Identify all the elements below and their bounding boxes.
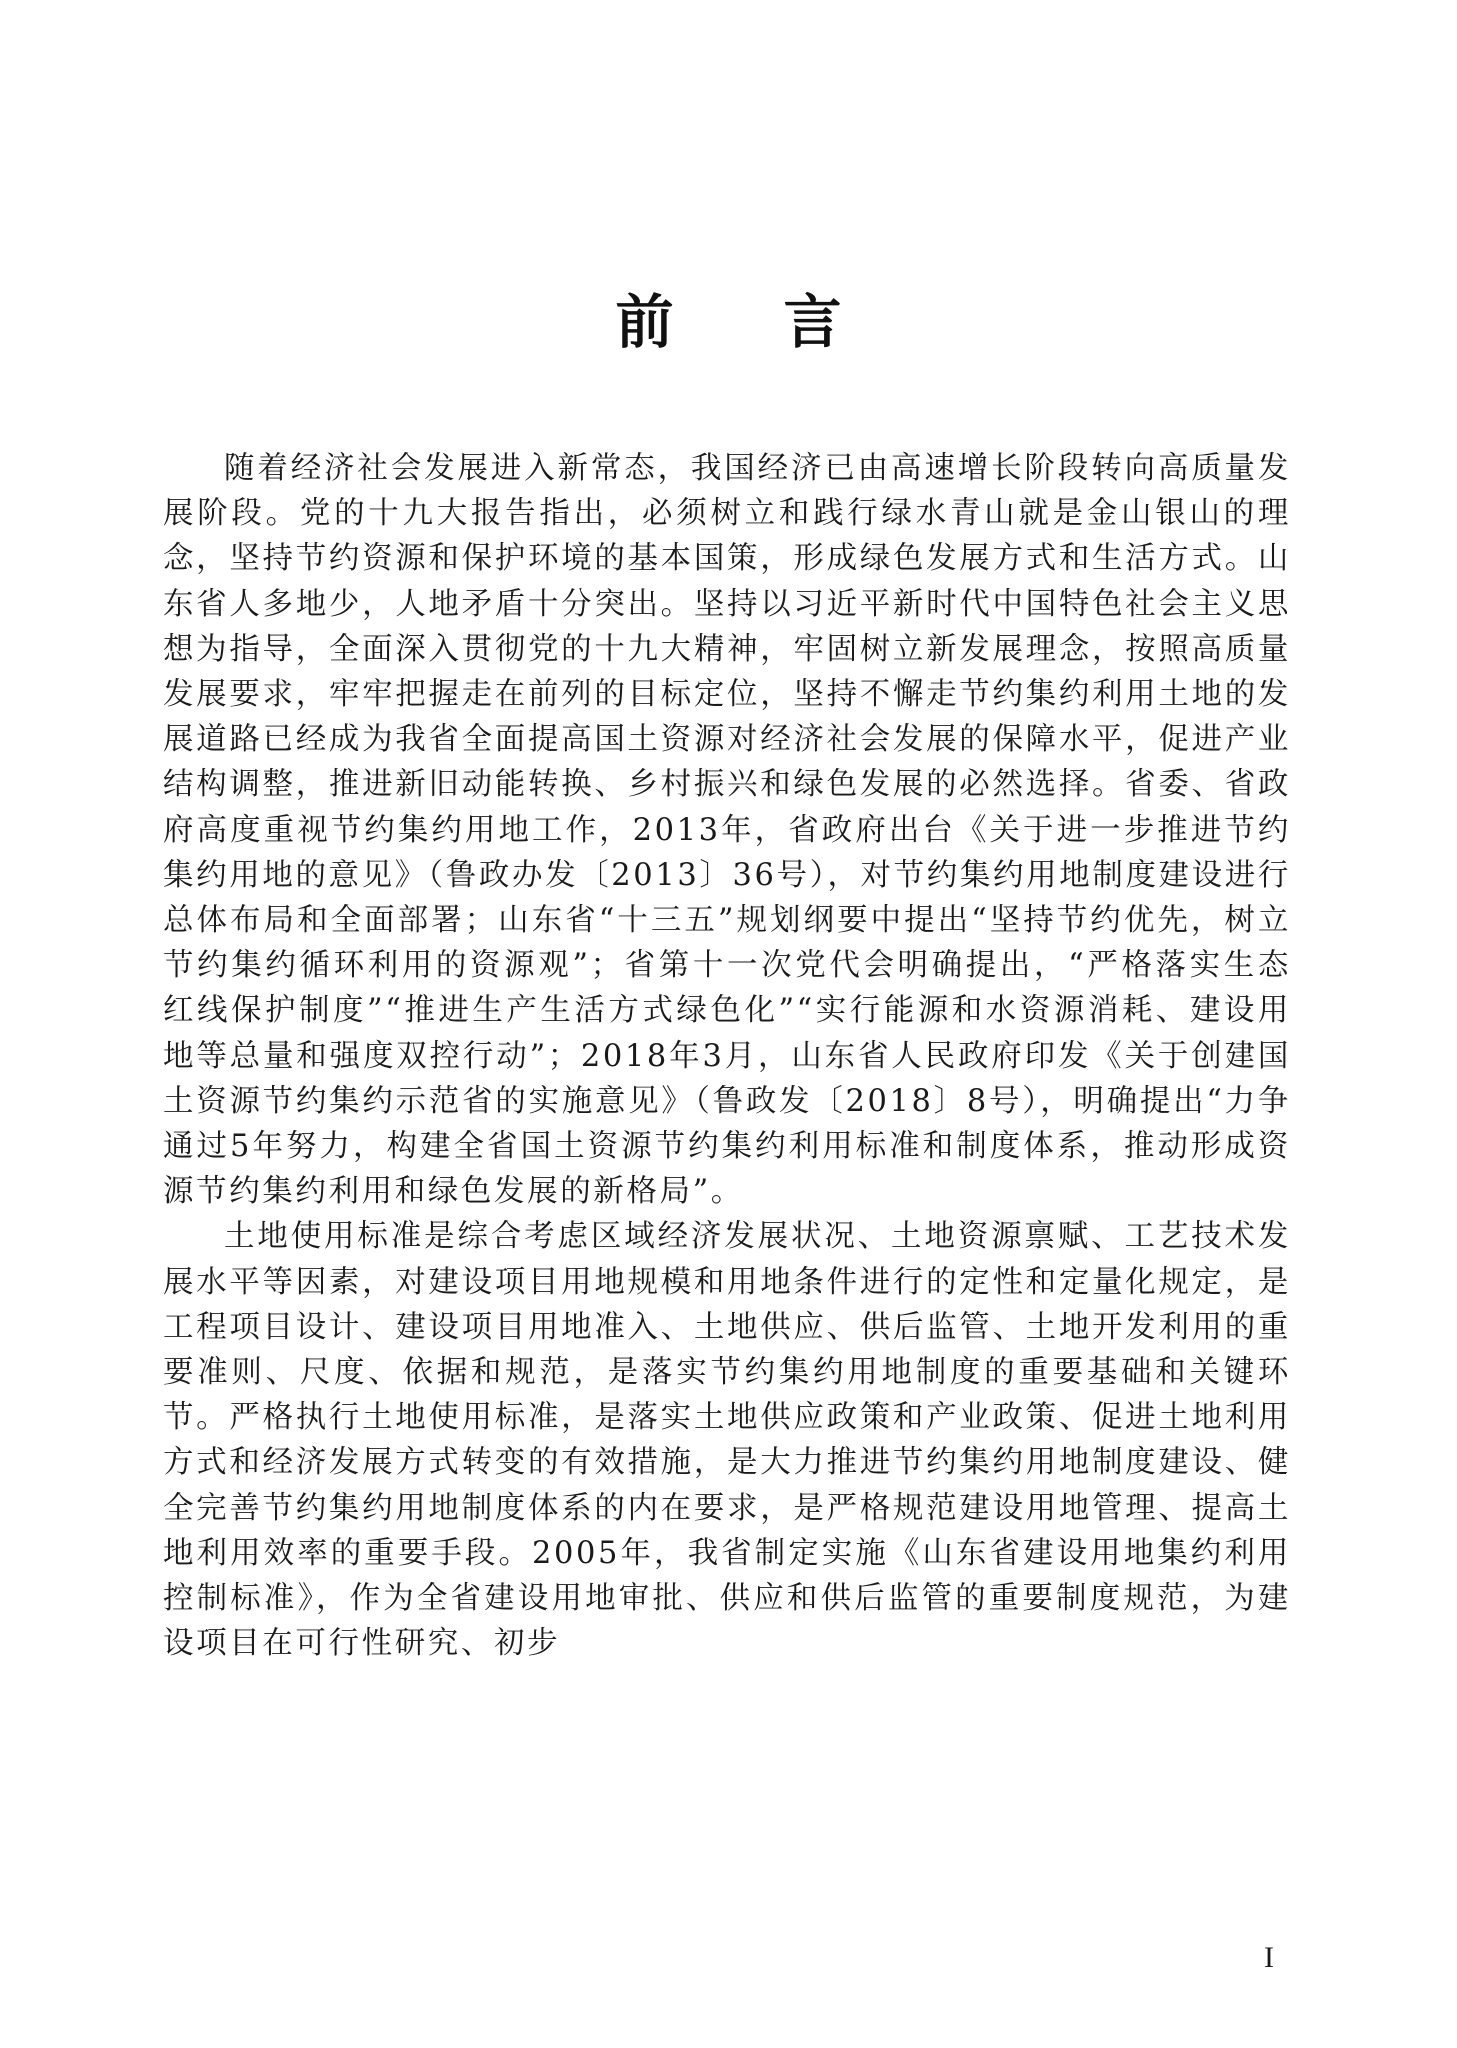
paragraph-1: 随着经济社会发展进入新常态，我国经济已由高速增长阶段转向高质量发展阶段。党的十九大报告指出，必须树立和践行绿水青山就是金山银山的理念，坚持节约资源和保护环境的基本国策，形成绿色发展方式和生活方式。山东省人多地少，人地矛盾十分突出。坚持以习近平新时代中国特色社会主义思想为指导，全面深入贯彻党的十九大精神，牢固树立新发展理念，按照高质量发展要求，牢牢把握走在前列的目标定位，坚持不懈走节约集约利用土地的发展道路已经成为我省全面提高国土资源对经济社会发展的保障水平，促进产业结构调整，推进新旧动能转换、乡村振兴和绿色发展的必然选择。省委、省政府高度重视节约集约用地工作，2013年，省政府出台《关于进一步推进节约集约用地的意见》（鲁政办发〔2013〕36号），对节约集约用地制度建设进行总体布局和全面部署；山东省“十三五”规划纲要中提出“坚持节约优先，树立节约集约循环利用的资源观”；省第十一次党代会明确提出，“严格落实生态红线保护制度”“推进生产生活方式绿色化”“实行能源和水资源消耗、建设用地等总量和强度双控行动”；2018年3月，山东省人民政府印发《关于创建国土资源节约集约示范省的实施意见》（鲁政发〔2018〕8号），明确提出“力争通过5年努力，构建全省国土资源节约集约利用标准和制度体系，推动形成资源节约集约利用和绿色发展的新格局”。 (163, 451, 1291, 1210)
paragraph-2: 土地使用标准是综合考虑区域经济发展状况、土地资源禀赋、工艺技术发展水平等因素，对建设项目用地规模和用地条件进行的定性和定量化规定，是工程项目设计、建设项目用地准入、土地供应、供后监管、土地开发利用的重要准则、尺度、依据和规范，是落实节约集约用地制度的重要基础和关键环节。严格执行土地使用标准，是落实土地供应政策和产业政策、促进土地利用方式和经济发展方式转变的有效措施，是大力推进节约集约用地制度建设、健全完善节约集约用地制度体系的内在要求，是严格规范建设用地管理、提高土地利用效率的重要手段。2005年，我省制定实施《山东省建设用地集约利用控制标准》，作为全省建设用地审批、供应和供后监管的重要制度规范，为建设项目在可行性研究、初步 (163, 1219, 1291, 1662)
page-title: 前言 (615, 288, 952, 356)
body-text (163, 446, 1291, 1666)
page-number: I (1264, 1941, 1274, 1974)
